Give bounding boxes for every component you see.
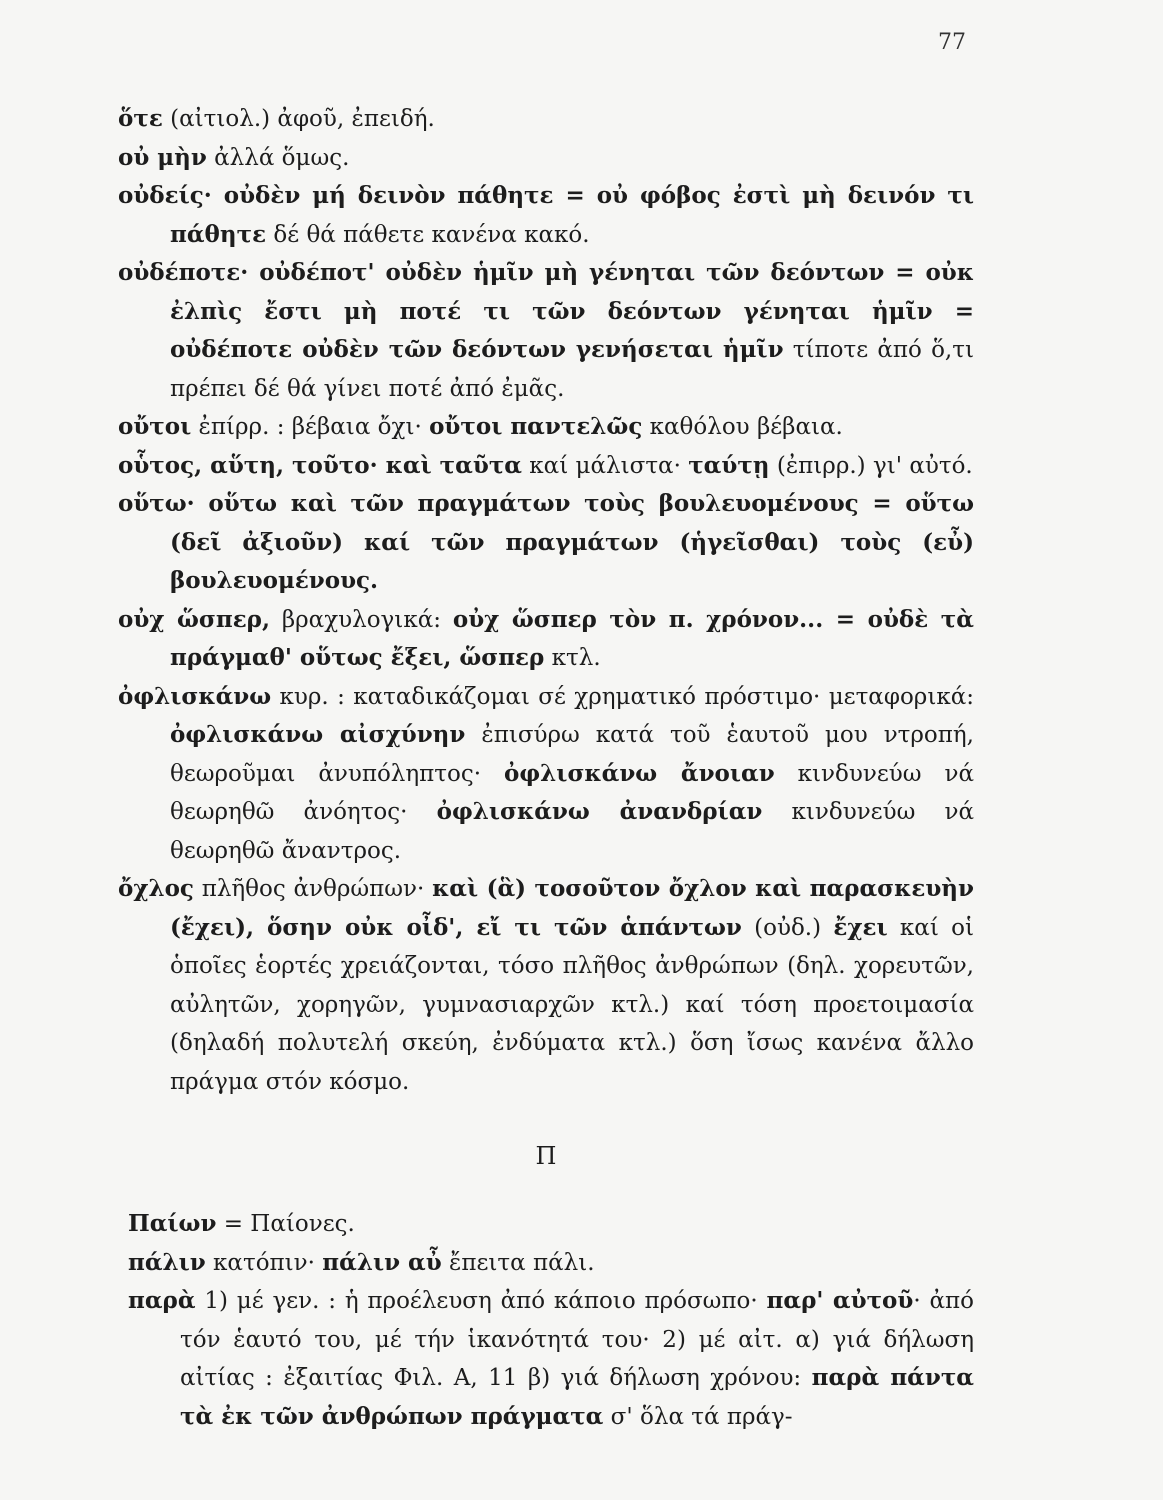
phrase: ὀφλισκάνω αἰσχύνην xyxy=(170,721,466,748)
entry-houtos xyxy=(118,447,974,486)
phrase: καὶ (ἃ) τοσοῦτον ὄχλον καὶ παρασκευὴν (ἔχει), ὅσην οὐκ οἶδ', εἴ τι τῶν ἁπάντων xyxy=(170,875,974,941)
definition: βραχυλογικά: xyxy=(269,606,453,633)
definition: δέ θά πάθετε κανένα κακό. xyxy=(266,221,590,248)
section-omicron xyxy=(118,100,974,1101)
page-number: 77 xyxy=(938,30,966,55)
entry-oudeis xyxy=(118,177,974,254)
entry-ochlos xyxy=(118,870,974,1101)
definition: πλῆθος ἀνθρώπων· xyxy=(193,876,433,902)
definition: (αἰτιολ.) ἀφοῦ, ἐπειδή. xyxy=(162,106,435,132)
entry-ophliskano xyxy=(118,678,974,871)
entry-paion xyxy=(128,1205,974,1244)
definition: κατόπιν· xyxy=(205,1249,323,1276)
headword: ὅτε xyxy=(118,105,163,132)
entry-houto xyxy=(118,485,974,601)
phrase: οὔτοι παντελῶς xyxy=(429,413,643,440)
definition: κτλ. xyxy=(544,645,601,671)
phrase: παρ' αὐτοῦ xyxy=(766,1287,914,1314)
definition: τίποτε ἀπό ὅ,τι πρέπει δέ θά γίνει ποτέ ἀπό ἐμᾶς. xyxy=(170,337,974,402)
phrase: πάλιν αὖ xyxy=(322,1248,442,1276)
definition: καθόλου βέβαια. xyxy=(642,414,843,440)
definition: κυρ. : καταδικάζομαι σέ χρηματικό πρόστιμο· μεταφορικά: xyxy=(271,683,974,710)
definition: (οὐδ.) xyxy=(741,914,834,941)
definition: κινδυνεύω νά θεωρηθῶ ἀνόητος· xyxy=(170,760,974,825)
phrase: οὐχ ὥσπερ τὸν π. χρόνον... = οὐδὲ τὰ πράγμαθ' οὕτως ἔξει, ὥσπερ xyxy=(170,605,974,671)
dictionary-content xyxy=(118,100,974,1436)
entry-para xyxy=(128,1282,974,1436)
headword: ὄχλος xyxy=(118,875,194,902)
headword: οὗτος, αὕτη, τοῦτο· καὶ ταῦτα xyxy=(118,451,522,479)
headword: οὔτοι xyxy=(118,413,192,440)
definition: καί μάλιστα· xyxy=(522,452,689,479)
entry-ou-min xyxy=(118,139,974,178)
headword: οὐχ ὥσπερ, xyxy=(118,605,270,633)
headword: οὐδέποτε· οὐδέποτ' οὐδὲν ἡμῖν μὴ γένηται τῶν δεόντων = οὐκ ἐλπὶς ἔστι μὴ ποτέ τι τῶν δεόντων γένηται ἡμῖν = οὐδέποτε οὐδὲν τῶν δεόντων γενήσεται ἡμῖν xyxy=(118,259,974,363)
headword: οὐ μὴν xyxy=(118,143,207,171)
definition: καί οἱ ὁποῖες ἑορτές χρειάζονται, τόσο πλῆθος ἀνθρώπων (δηλ. χορευτῶν, αὐλητῶν, χορηγῶν, γυμνασιαρχῶν κτλ.) καί τόση προετοιμασία (δηλαδή πολυτελή σκεύη, ἐνδύματα κτλ.) ὅση ἴσως κανένα ἄλλο πράγμα στόν κόσμο. xyxy=(170,914,974,1095)
entry-ote xyxy=(118,100,974,139)
definition: · ἀπό τόν ἑαυτό του, μέ τήν ἱκανότητά του· 2) μέ αἰτ. α) γιά δήλωση αἰτίας : ἐξαιτίας Φιλ. Α, 11 β) γιά δήλωση χρόνου: xyxy=(180,1288,974,1391)
definition: ἐπισύρω κατά τοῦ ἑαυτοῦ μου ντροπή, θεωροῦμαι ἀνυπόληπτος· xyxy=(170,722,974,787)
phrase: ἔχει xyxy=(833,913,888,941)
section-pi xyxy=(118,1205,974,1436)
headword: παρὰ xyxy=(128,1287,196,1314)
headword: πάλιν xyxy=(128,1248,206,1276)
letter-heading: Π xyxy=(535,1142,557,1170)
phrase: ὀφλισκάνω ἄνοιαν xyxy=(504,759,775,787)
definition: ἀλλά ὅμως. xyxy=(206,144,350,171)
entry-palin xyxy=(128,1244,974,1283)
entry-outoi xyxy=(118,408,974,447)
headword: οὕτω· οὕτω καὶ τῶν πραγμάτων τοὺς βουλευομένους = οὕτω (δεῖ ἀξιοῦν) καί τῶν πραγμάτων (ἡγεῖσθαι) τοὺς (εὖ) βουλευομένους. xyxy=(118,490,974,594)
definition: = Παίονες. xyxy=(216,1211,355,1237)
entry-oudepote xyxy=(118,254,974,408)
definition: ἐπίρρ. : βέβαια ὄχι· xyxy=(191,414,430,440)
phrase: παρὰ πάντα τὰ ἐκ τῶν ἀνθρώπων πράγματα xyxy=(180,1364,974,1430)
headword: Παίων xyxy=(128,1210,217,1237)
definition: κινδυνεύω νά θεωρηθῶ ἄναντρος. xyxy=(170,799,974,864)
headword: ὀφλισκάνω xyxy=(118,682,272,710)
definition: ἔπειτα πάλι. xyxy=(441,1249,595,1276)
definition: 1) μέ γεν. : ἡ προέλευση ἀπό κάποιο πρόσωπο· xyxy=(195,1288,767,1314)
phrase: ὀφλισκάνω ἀνανδρίαν xyxy=(436,798,763,825)
definition: σ' ὅλα τά πράγ- xyxy=(603,1403,793,1430)
entry-ouch-hosper xyxy=(118,601,974,678)
headword: οὐδείς· οὐδὲν μή δεινὸν πάθητε = οὐ φόβος ἐστὶ μὴ δεινόν τι πάθητε xyxy=(118,182,974,248)
definition: (ἐπιρρ.) γι' αὐτό. xyxy=(769,452,973,479)
phrase: ταύτῃ xyxy=(688,451,770,479)
